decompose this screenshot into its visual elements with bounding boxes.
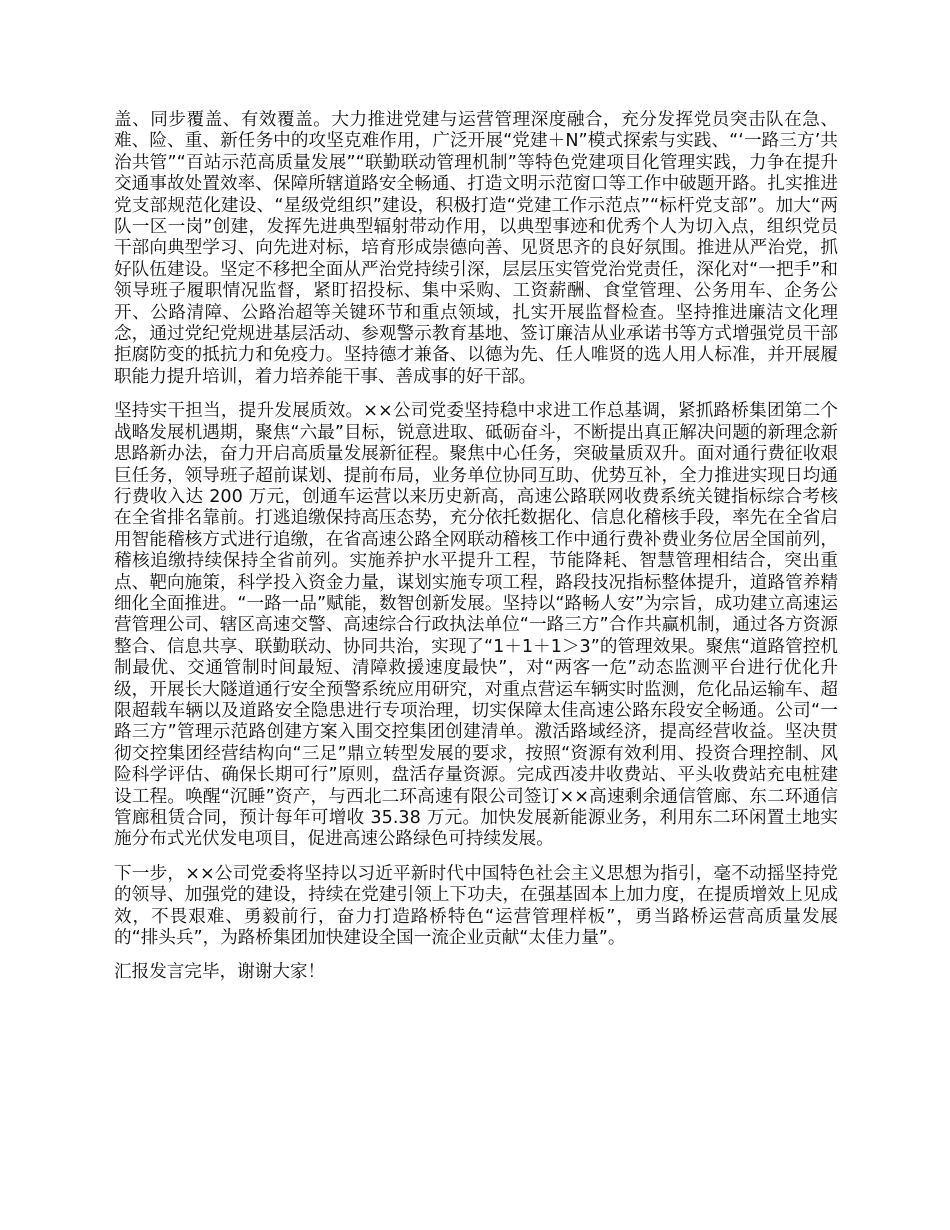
paragraph-closing: 汇报发言完毕，谢谢大家！	[114, 962, 326, 983]
document-page	[114, 110, 838, 997]
paragraph-development-quality: 坚持实干担当，提升发展质效。××公司党委坚持稳中求进工作总基调，紧抓路桥集团第二个战略发展机遇期，聚焦“六最”目标，锐意进取、砥砺奋斗，不断提出真正解决问题的新理念新思路新办法，奋力开启高质量发展新征程。聚焦中心任务，突破量质双升。面对通行费征收艰巨任务，领导班子超前谋划、提前布局，业务单位协同互助、优势互补，全力推进实现日均通行费收入达 200 万元，创通车运营以来历史新高，高速公路联网收费系统关键指标综合考核在全省排名靠前。打逃追缴保持高压态势，充分依托数据化、信息化稽核手段，率先在全省启用智能稽核方式进行追缴，在省高速公路全网联动稽核工作中通行费补费业务位居全国前列，稽核追缴持续保持全省前列。实施养护水平提升工程，节能降耗、智慧管理相结合，突出重点、靶向施策，科学投入资金力量，谋划实施专项工程，路段技况指标整体提升，道路管养精细化全面推进。“一路一品”赋能，数智创新发展。坚持以“路畅人安”为宗旨，成功建立高速运营管理公司、辖区高速交警、高速综合行政执法单位“一路三方”合作共赢机制，通过各方资源整合、信息共享、联勤联动、协同共治，实现了“1＋1＋1＞3”的管理效果。聚焦“道路管控机制最优、交通管制时间最短、清障救援速度最快”，对“两客一危”动态监测平台进行优化升级，开展长大隧道通行安全预警系统应用研究，对重点营运车辆实时监测，危化品运输车、超限超载车辆以及道路安全隐患进行专项治理，切实保障太佳高速公路东段安全畅通。公司“一路三方”管理示范路创建方案入围交控集团创建清单。激活路域经济，提高经营收益。坚决贯彻交控集团经营结构向“三足”鼎立转型发展的要求，按照“资源有效利用、投资合理控制、风险科学评估、确保长期可行”原则，盘活存量资源。完成西凌井收费站、平头收费站充电桩建设工程。唤醒“沉睡”资产，与西北二环高速有限公司签订××高速剩余通信管廊、东二环通信管廊租赁合同，预计每年可增收 35.38 万元。加快发展新能源业务，利用东二环闲置土地实施分布式光伏发电项目，促进高速公路绿色可持续发展。	[114, 401, 838, 850]
paragraph-party-building: 盖、同步覆盖、有效覆盖。大力推进党建与运营管理深度融合，充分发挥党员突击队在急、难、险、重、新任务中的攻坚克难作用，广泛开展“党建＋N”模式探索与实践、“‘一路三方’共治共管”“百站示范高质量发展”“联勤联动管理机制”等特色党建项目化管理实践，力争在提升交通事故处置效率、保障所辖道路安全畅通、打造文明示范窗口等工作中破题开路。扎实推进党支部规范化建设、“星级党组织”建设，积极打造“党建工作示范点”“标杆党支部”。加大“两队一区一岗”创建，发挥先进典型辐射带动作用，以典型事迹和优秀个人为切入点，组织党员干部向典型学习、向先进对标，培育形成崇德向善、见贤思齐的良好氛围。推进从严治党，抓好队伍建设。坚定不移把全面从严治党持续引深，层层压实管党治党责任，深化对“一把手”和领导班子履职情况监督，紧盯招投标、集中采购、工资薪酬、食堂管理、公务用车、企务公开、公路清障、公路治超等关键环节和重点领域，扎实开展监督检查。坚持推进廉洁文化理念，通过党纪党规进基层活动、参观警示教育基地、签订廉洁从业承诺书等方式增强党员干部拒腐防变的抵抗力和免疫力。坚持德才兼备、以德为先、任人唯贤的选人用人标准，并开展履职能力提升培训，着力培养能干事、善成事的好干部。	[114, 110, 838, 387]
paragraph-next-steps: 下一步，××公司党委将坚持以习近平新时代中国特色社会主义思想为指引，毫不动摇坚持党的领导、加强党的建设，持续在党建引领上下功夫，在强基固本上加力度，在提质增效上见成效，不畏艰难、勇毅前行，奋力打造路桥特色“运营管理样板”，勇当路桥运营高质量发展的“排头兵”，为路桥集团加快建设全国一流企业贡献“太佳力量”。	[114, 863, 838, 949]
